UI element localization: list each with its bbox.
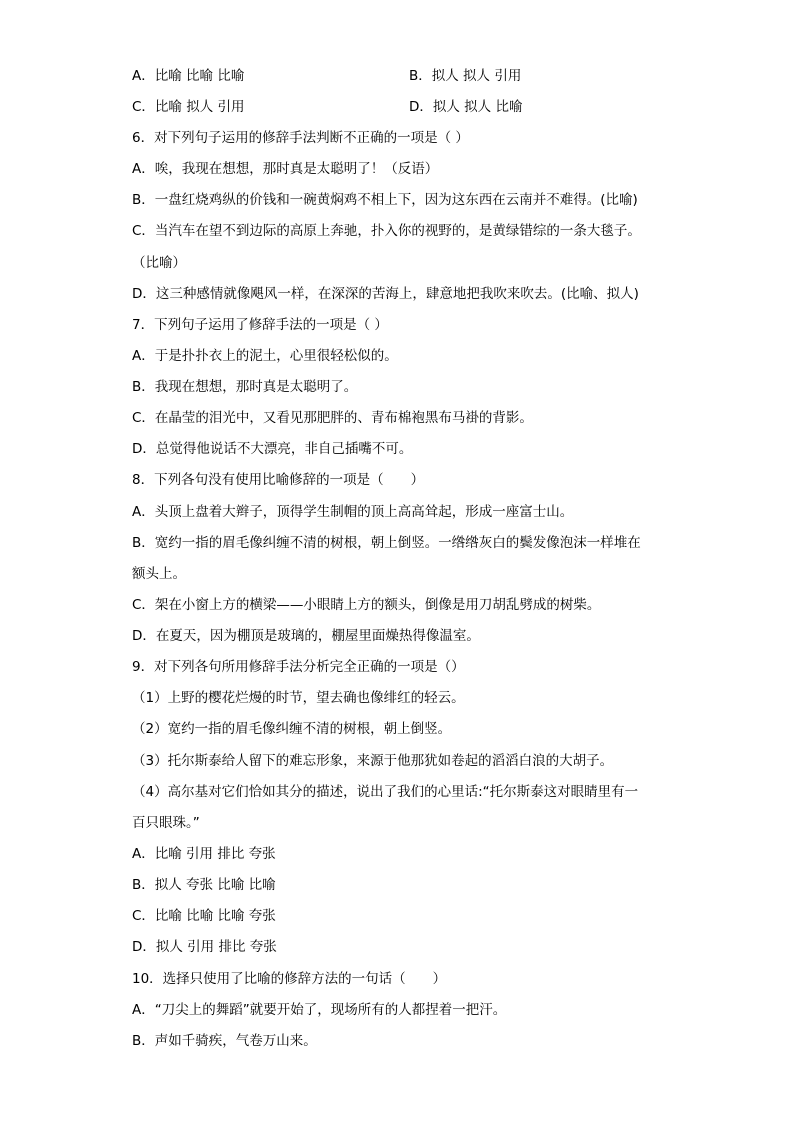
q8-option-a[interactable]: A．头顶上盘着大辫子，顶得学生制帽的顶上高高耸起，形成一座富士山。 (132, 504, 574, 520)
q8-option-c[interactable]: C．架在小窗上方的横梁——小眼睛上方的额头，倒像是用刀胡乱劈成的树柴。 (132, 597, 601, 613)
q6-option-a[interactable]: A．唉，我现在想想，那时真是太聪明了！（反语） (132, 161, 439, 177)
q8-option-b-line1[interactable]: B．宽约一指的眉毛像纠缠不清的树根，朝上倒竖。一绺绺灰白的鬓发像泡沫一样堆在 (132, 535, 641, 551)
q7-option-b[interactable]: B．我现在想想，那时真是太聪明了。 (132, 379, 358, 395)
q5-option-c[interactable]: C．比喻 拟人 引用 (132, 99, 245, 115)
q5-options-row-1 (132, 66, 692, 86)
q5-option-a[interactable]: A．比喻 比喻 比喻 (132, 68, 245, 84)
q6-option-d[interactable]: D．这三种感情就像飓风一样，在深深的苦海上，肆意地把我吹来吹去。(比喻、拟人) (132, 286, 639, 302)
q7-option-c[interactable]: C．在晶莹的泪光中，又看见那肥胖的、青布棉袍黑布马褂的背影。 (132, 410, 533, 426)
q8-stem: 8．下列各句没有使用比喻修辞的一项是（ ） (132, 472, 425, 488)
q9-option-c[interactable]: C．比喻 比喻 比喻 夸张 (132, 908, 276, 924)
q5-option-b[interactable]: B．拟人 拟人 引用 (409, 68, 522, 84)
q10-option-a[interactable]: A．“刀尖上的舞蹈”就要开始了，现场所有的人都捏着一把汗。 (132, 1002, 507, 1018)
q9-option-b[interactable]: B．拟人 夸张 比喻 比喻 (132, 877, 276, 893)
q7-option-d[interactable]: D．总觉得他说话不大漂亮，非自己插嘴不可。 (132, 441, 413, 457)
q10-stem: 10．选择只使用了比喻的修辞方法的一句话（ ） (132, 971, 447, 987)
q6-option-c-line2[interactable]: （比喻） (132, 255, 186, 271)
q9-stem: 9．对下列各句所用修辞手法分析完全正确的一项是（） (132, 659, 465, 675)
q8-option-b-line2[interactable]: 额头上。 (132, 566, 186, 582)
q9-option-a[interactable]: A．比喻 引用 排比 夸张 (132, 846, 276, 862)
q9-sentence-4-line2: 百只眼珠。” (132, 815, 200, 831)
q5-option-d[interactable]: D．拟人 拟人 比喻 (409, 99, 523, 115)
q9-sentence-1: （1）上野的樱花烂熳的时节，望去确也像绯红的轻云。 (132, 690, 465, 706)
q7-option-a[interactable]: A．于是扑扑衣上的泥土，心里很轻松似的。 (132, 348, 398, 364)
q9-option-d[interactable]: D．拟人 引用 排比 夸张 (132, 939, 277, 955)
q10-option-b[interactable]: B．声如千骑疾，气卷万山来。 (132, 1033, 317, 1049)
q6-stem: 6．对下列句子运用的修辞手法判断不正确的一项是（ ） (132, 130, 469, 146)
q6-option-c-line1[interactable]: C．当汽车在望不到边际的高原上奔驰，扑入你的视野的，是黄绿错综的一条大毯子。 (132, 223, 641, 239)
q8-option-d[interactable]: D．在夏天，因为棚顶是玻璃的，棚屋里面燥热得像温室。 (132, 628, 480, 644)
q9-sentence-3: （3）托尔斯泰给人留下的难忘形象，来源于他那犹如卷起的滔滔白浪的大胡子。 (132, 753, 614, 769)
q9-sentence-2: （2）宽约一指的眉毛像纠缠不清的树根，朝上倒竖。 (132, 721, 452, 737)
q5-options-row-2 (132, 97, 692, 117)
q7-stem: 7．下列句子运用了修辞手法的一项是（ ） (132, 317, 388, 333)
q6-option-b[interactable]: B．一盘红烧鸡纵的价钱和一碗黄焖鸡不相上下，因为这东西在云南并不难得。(比喻) (132, 192, 638, 208)
q9-sentence-4-line1: （4）高尔基对它们恰如其分的描述，说出了我们的心里话:“托尔斯泰这对眼睛里有一 (132, 784, 639, 800)
